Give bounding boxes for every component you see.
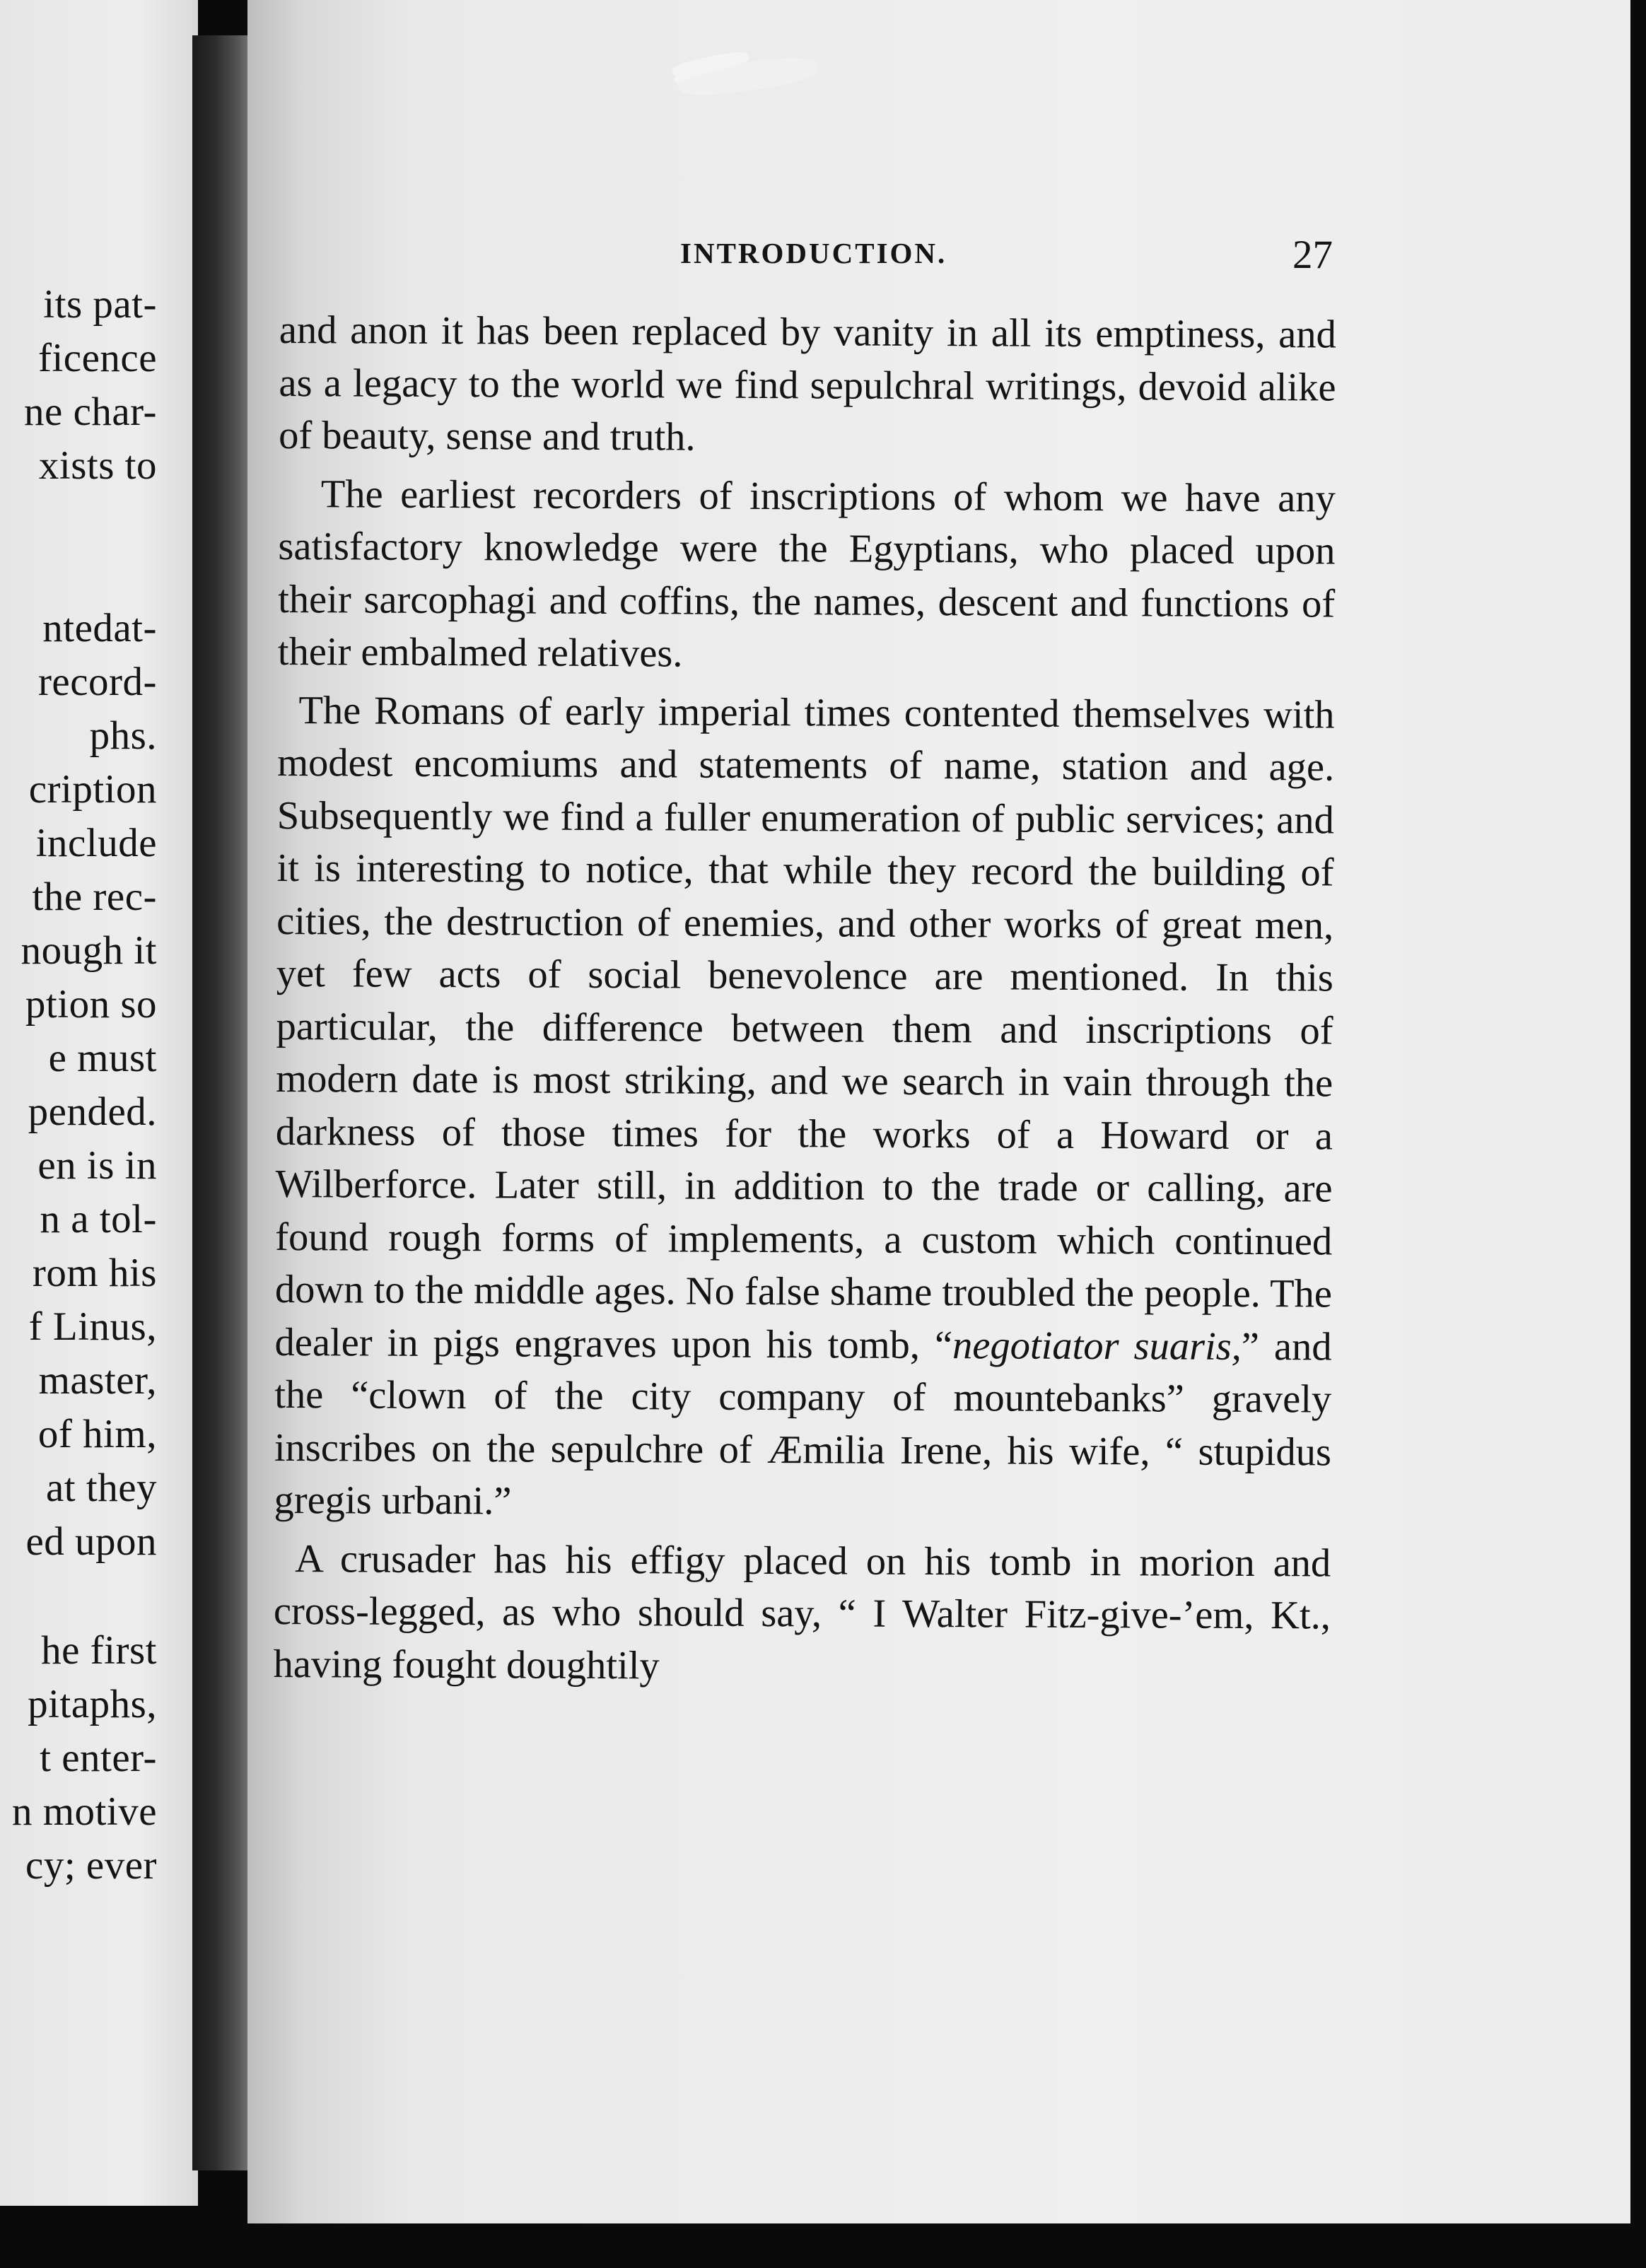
left-page-line: en is in [37, 1143, 157, 1188]
paragraph-text: The Romans of early imperial times contented themselves with modest encomiums and statements of name, station and age. Subsequently we find a fuller enumeration of public services; and it is interesting to notice, that while they record the building of cities, the destruction of enemies, and other works of great men, yet few acts of social benevolence are mentioned. In this particular, the difference between them and inscriptions of modern date is most striking, and we search in vain through the darkness of those times for the works of a Howard or a Wilberforce. Later still, in addition to the trade or calling, are found rough forms of implements, a custom which continued down to the middle ages. No false shame troubled the people. The dealer in pigs engraves upon his tomb, “ [274, 688, 1335, 1367]
left-page-line: ed upon [25, 1519, 157, 1564]
left-page-line: the rec- [32, 875, 157, 919]
left-page-line: n a tol- [40, 1197, 157, 1241]
left-page-line: ficence [37, 336, 157, 380]
left-page-line: he first [41, 1628, 157, 1673]
left-page-line: ne char- [24, 390, 157, 434]
running-head: INTRODUCTION. [680, 237, 947, 269]
left-page-line: of him, [37, 1412, 157, 1456]
left-page-line: ntedat- [42, 606, 157, 650]
left-page-line: xists to [38, 443, 157, 488]
paragraph: and anon it has been replaced by vanity in all its emptiness, and as a legacy to the world we find sepulchral writings, devoid alike of beauty, sense and truth. [279, 308, 1336, 460]
left-page-line: f Linus, [28, 1304, 157, 1349]
left-page-line: cription [28, 767, 157, 812]
left-page-line: pended. [28, 1089, 157, 1134]
paragraph [274, 684, 1334, 1531]
left-page-line: ption so [25, 982, 157, 1027]
left-page-line: master, [38, 1358, 157, 1403]
left-page-line: record- [37, 660, 157, 704]
left-page-line: e must [48, 1036, 157, 1080]
left-page-line: its pat- [43, 282, 157, 327]
left-page-line: n motive [11, 1789, 157, 1834]
left-page-line: include [35, 821, 157, 865]
paragraph-text: ” and the “clown of the city company of mountebanks” gravely inscribes on the sepulchre of Æmilia Irene, his wife, “ stupidus gregis urbani.” [274, 1324, 1332, 1524]
left-page-fragment [0, 0, 198, 2206]
left-page-line: t enter- [40, 1736, 157, 1780]
left-page-line: nough it [21, 928, 157, 973]
left-page-line: cy; ever [25, 1843, 157, 1888]
paragraph: The earliest recorders of inscriptions of whom we have any satisfactory knowledge were the Egyptians, who placed upon their sarcophagi and coffins, the names, descent and functions of their embalmed relatives. [277, 472, 1336, 676]
scan-border [1630, 0, 1646, 2268]
latin-quotation: negotiator suaris, [952, 1323, 1242, 1369]
left-page-line: phs. [89, 713, 157, 758]
paragraph: A crusader has his effigy placed on his tomb in morion and cross-legged, as who should say, “ I Walter Fitz-give-’em, Kt., having fought doughtily [273, 1536, 1331, 1688]
left-page-line: at they [45, 1466, 157, 1510]
left-page-line: pitaphs, [28, 1682, 157, 1726]
page-number: 27 [1292, 233, 1333, 277]
page-body-text [273, 304, 1336, 1695]
left-page-line: rom his [32, 1251, 157, 1295]
